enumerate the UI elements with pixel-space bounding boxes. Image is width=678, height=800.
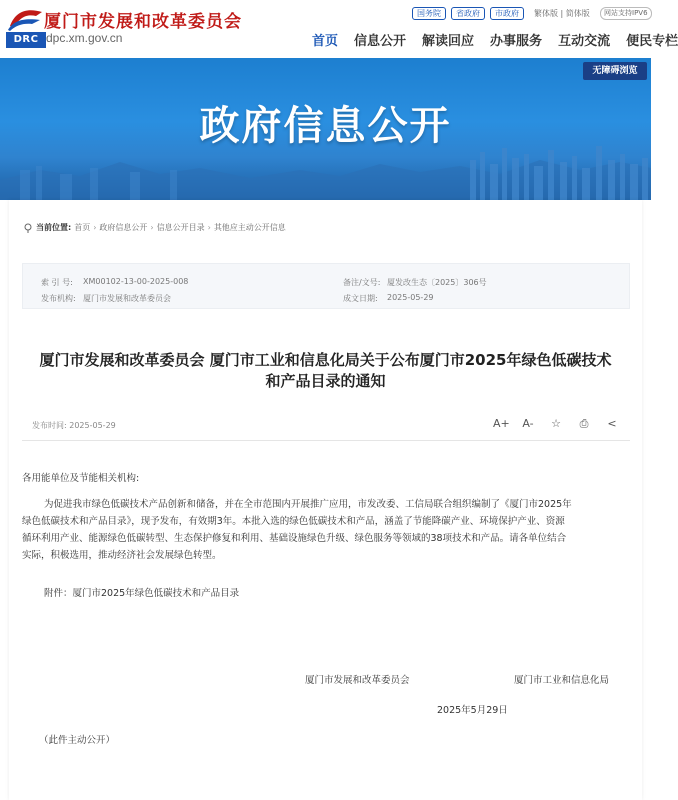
font-increase-icon[interactable]: A+ <box>493 417 510 430</box>
paragraph-line: 实际，积极选用，推动经济社会发展绿色转型。 <box>22 550 222 561</box>
nav-services[interactable]: 办事服务 <box>490 34 543 49</box>
nav-info-disclosure[interactable]: 信息公开 <box>354 34 407 49</box>
font-decrease-icon[interactable]: A- <box>522 417 534 430</box>
publish-time-label: 发布时间: <box>32 421 67 430</box>
breadcrumb-home[interactable]: 首页 <box>74 223 91 232</box>
body-paragraph <box>22 496 632 564</box>
location-icon <box>23 223 33 233</box>
sign-date: 2025年5月29日 <box>437 705 508 716</box>
paragraph-line: 循环利用产业、能源绿色低碳转型、生态保护修复和利用、基础设施绿色升级、绿色服务等领域的38项技术和产品。请各单位结合 <box>22 533 567 544</box>
index-no-label: 索 引 号: <box>41 278 73 287</box>
paragraph-line: 绿色低碳技术和产品目录》，现予发布，有效期3年。本批入选的绿色低碳技术和产品，涵盖了节能降碳产业、环境保护产业、资源 <box>22 516 565 527</box>
breadcrumb-catalog[interactable]: 信息公开目录 <box>156 223 205 232</box>
signer-drc: 厦门市发展和改革委员会 <box>305 675 410 686</box>
site-name[interactable]: 厦门市发展和改革委员会 <box>44 12 242 32</box>
link-state-council[interactable]: 国务院 <box>412 7 446 20</box>
attachment-link[interactable]: 附件：厦门市2025年绿色低碳技术和产品目录 <box>44 588 240 599</box>
publish-time-value: 2025-05-29 <box>69 421 116 430</box>
publish-time <box>32 420 116 431</box>
publisher-value: 厦门市发展和改革委员会 <box>83 294 171 303</box>
paragraph-line: 为促进我市绿色低碳技术产品创新和储备，并在全市范围内开展推广应用，市发改委、工信局联合组织编制了《厦门市2025年 <box>44 499 572 510</box>
site-url: dpc.xm.gov.cn <box>46 31 123 45</box>
publisher-label: 发布机构: <box>41 294 76 303</box>
top-links <box>412 7 524 20</box>
title-divider <box>22 440 630 441</box>
signer-miit: 厦门市工业和信息化局 <box>514 675 610 686</box>
document-meta <box>22 263 630 309</box>
nav-home[interactable]: 首页 <box>312 34 339 49</box>
doc-no-label: 备注/文号: <box>343 278 381 287</box>
article-tools <box>493 417 619 431</box>
nav-interpretation[interactable]: 解读回应 <box>422 34 475 49</box>
link-city-gov[interactable]: 市政府 <box>490 7 524 20</box>
nav-interaction[interactable]: 互动交流 <box>558 34 611 49</box>
banner-title: 政府信息公开 <box>199 103 452 149</box>
doc-no-value: 厦发改生态〔2025〕306号 <box>387 278 487 287</box>
link-province-gov[interactable]: 省政府 <box>451 7 485 20</box>
breadcrumb-separator: › <box>93 223 97 232</box>
main-nav <box>312 30 678 49</box>
document-title <box>19 350 632 392</box>
banner <box>0 58 651 200</box>
print-icon[interactable]: ⎙ <box>579 417 589 430</box>
ipv6-badge: 网站支持IPV6 <box>600 7 652 20</box>
date-value: 2025-05-29 <box>387 293 434 302</box>
logo-text: DRC <box>6 32 46 48</box>
breadcrumb-label: 当前位置: <box>36 223 72 232</box>
breadcrumb-separator: › <box>207 223 211 232</box>
favorite-star-icon[interactable]: ☆ <box>551 417 561 430</box>
date-label: 成文日期: <box>343 294 378 303</box>
document-title-line1: 厦门市发展和改革委员会 厦门市工业和信息化局关于公布厦门市2025年绿色低碳技术 <box>39 351 612 369</box>
salutation: 各用能单位及节能相关机构: <box>22 473 140 484</box>
language-switch[interactable]: 繁体版 | 简体版 <box>534 9 590 18</box>
site-header <box>0 0 678 58</box>
site-logo[interactable] <box>6 6 40 45</box>
article-container <box>9 200 642 800</box>
accessible-browse-button[interactable]: 无障碍浏览 <box>583 62 647 80</box>
disclosure-note: （此件主动公开） <box>39 735 116 746</box>
index-no-value: XM00102-13-00-2025-008 <box>83 277 189 286</box>
document-title-line2: 和产品目录的通知 <box>265 372 386 390</box>
breadcrumb-other-info[interactable]: 其他应主动公开信息 <box>213 223 286 232</box>
share-icon[interactable]: < <box>607 417 617 430</box>
nav-convenience[interactable]: 便民专栏 <box>626 34 678 49</box>
breadcrumb-separator: › <box>150 223 154 232</box>
breadcrumb-info-disclosure[interactable]: 政府信息公开 <box>99 223 148 232</box>
breadcrumb <box>23 222 286 233</box>
logo-mark-icon <box>6 6 46 32</box>
